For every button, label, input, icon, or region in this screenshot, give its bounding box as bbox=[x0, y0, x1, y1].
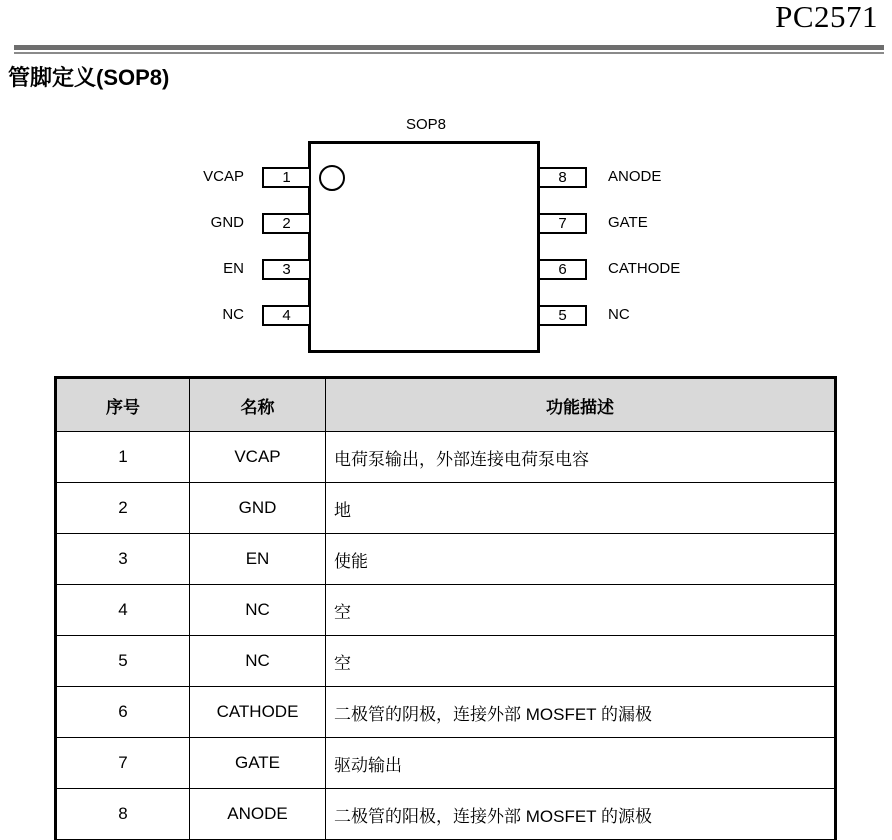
pin-box-left-3: 3 bbox=[262, 259, 309, 280]
pin-box-right-5: 5 bbox=[540, 305, 587, 326]
pin-function-table bbox=[54, 376, 837, 840]
table-row bbox=[56, 738, 836, 789]
pin-box-right-7: 7 bbox=[540, 213, 587, 234]
pin-number-cell: 8 bbox=[56, 789, 190, 840]
pin-box-left-2: 2 bbox=[262, 213, 309, 234]
pin-box-right-6: 6 bbox=[540, 259, 587, 280]
table-row bbox=[56, 687, 836, 738]
pin-name-right-6: CATHODE bbox=[608, 260, 681, 277]
pin-description-cell: 空 bbox=[326, 585, 836, 636]
column-header-name: 名称 bbox=[190, 378, 326, 432]
pin-number-cell: 3 bbox=[56, 534, 190, 585]
column-header-number: 序号 bbox=[56, 378, 190, 432]
pin-name-cell: NC bbox=[190, 585, 326, 636]
pin-description-cell: 驱动输出 bbox=[326, 738, 836, 789]
table-row bbox=[56, 789, 836, 840]
table-row bbox=[56, 534, 836, 585]
header-rule-thin bbox=[14, 52, 884, 54]
column-header-description: 功能描述 bbox=[326, 378, 836, 432]
table-row bbox=[56, 432, 836, 483]
pin-description-cell: 二极管的阳极，连接外部 MOSFET 的源极 bbox=[326, 789, 836, 840]
pin-name-left-4: NC bbox=[222, 306, 244, 323]
pin-name-cell: ANODE bbox=[190, 789, 326, 840]
pin-description-cell: 二极管的阴极，连接外部 MOSFET 的漏极 bbox=[326, 687, 836, 738]
pin-name-left-1: VCAP bbox=[203, 168, 244, 185]
pin-number-cell: 7 bbox=[56, 738, 190, 789]
document-code: PC2571 bbox=[775, 0, 878, 34]
pin-description-cell: 空 bbox=[326, 636, 836, 687]
pin-number-cell: 2 bbox=[56, 483, 190, 534]
header-rule-thick bbox=[14, 45, 884, 50]
pin-name-left-2: GND bbox=[210, 214, 244, 231]
pin-name-right-7: GATE bbox=[608, 214, 648, 231]
table-row bbox=[56, 483, 836, 534]
table-row bbox=[56, 585, 836, 636]
pin-number-cell: 5 bbox=[56, 636, 190, 687]
pin-description-cell: 电荷泵输出，外部连接电荷泵电容 bbox=[326, 432, 836, 483]
pin-description-cell: 地 bbox=[326, 483, 836, 534]
pin-box-right-8: 8 bbox=[540, 167, 587, 188]
pin-box-left-1: 1 bbox=[262, 167, 309, 188]
table-row bbox=[56, 636, 836, 687]
pin-name-cell: VCAP bbox=[190, 432, 326, 483]
pin-number-cell: 1 bbox=[56, 432, 190, 483]
pin-description-cell: 使能 bbox=[326, 534, 836, 585]
pin-number-cell: 4 bbox=[56, 585, 190, 636]
pin-name-cell: CATHODE bbox=[190, 687, 326, 738]
section-title: 管脚定义(SOP8) bbox=[8, 65, 170, 90]
pin-name-left-3: EN bbox=[223, 260, 244, 277]
table-header-row bbox=[56, 378, 836, 432]
pin-name-cell: GATE bbox=[190, 738, 326, 789]
pin-name-cell: EN bbox=[190, 534, 326, 585]
package-label: SOP8 bbox=[405, 116, 447, 133]
pin-name-cell: NC bbox=[190, 636, 326, 687]
pin-name-right-5: NC bbox=[608, 306, 630, 323]
pin-box-left-4: 4 bbox=[262, 305, 309, 326]
pin-name-cell: GND bbox=[190, 483, 326, 534]
pin1-marker-icon bbox=[319, 165, 345, 191]
pin-name-right-8: ANODE bbox=[608, 168, 662, 185]
pin-number-cell: 6 bbox=[56, 687, 190, 738]
